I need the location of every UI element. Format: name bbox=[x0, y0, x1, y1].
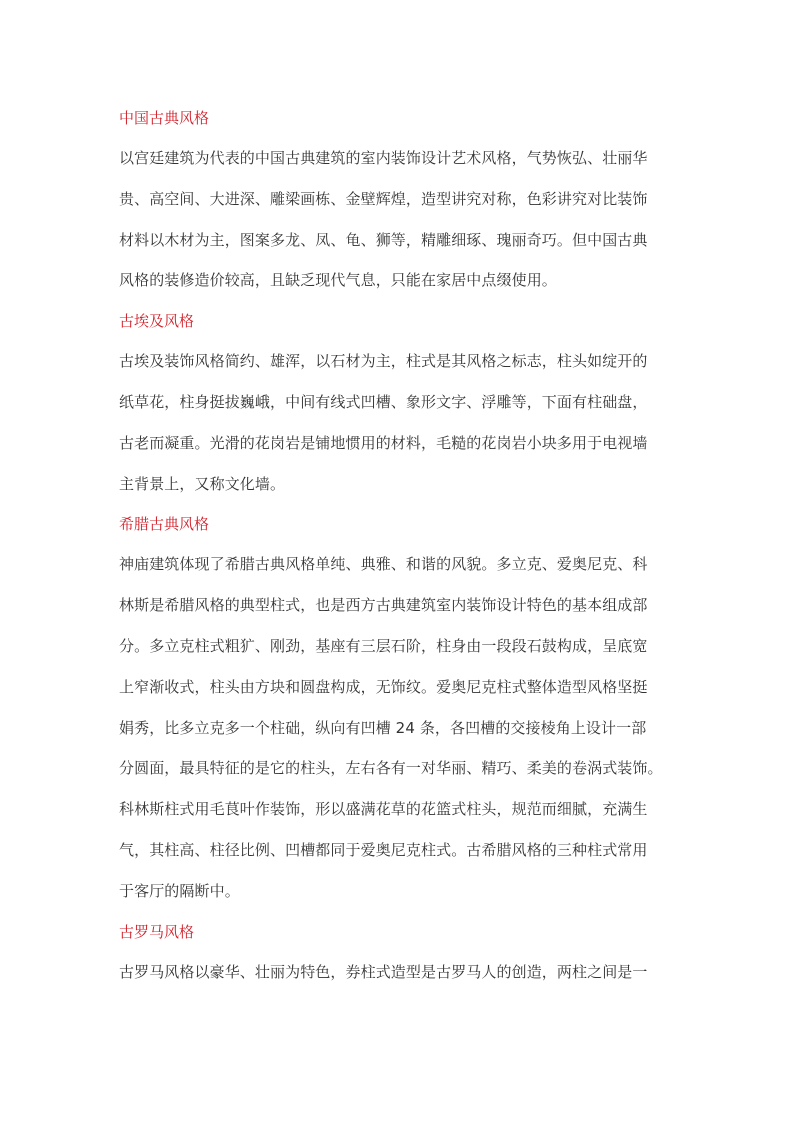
paragraph-line: 材料以木材为主，图案多龙、凤、龟、狮等，精雕细琢、瑰丽奇巧。但中国古典 bbox=[119, 230, 648, 249]
paragraph-line: 于客厅的隔断中。 bbox=[119, 881, 240, 900]
section-paragraph-chinese-classical bbox=[119, 138, 675, 301]
paragraph-line: 神庙建筑体现了希腊古典风格单纯、典雅、和谐的风貌。多立克、爱奥尼克、科 bbox=[119, 555, 648, 574]
paragraph-line: 纸草花，柱身挺拔巍峨，中间有线式凹槽、象形文字、浮雕等，下面有柱础盘， bbox=[119, 392, 648, 411]
paragraph-line: 主背景上，又称文化墙。 bbox=[119, 474, 286, 493]
paragraph-line: 科林斯柱式用毛茛叶作装饰，形以盛满花草的花篮式柱头，规范而细腻，充满生 bbox=[119, 800, 648, 819]
section-paragraph-ancient-egypt bbox=[119, 341, 675, 504]
section-paragraph-greek-classical bbox=[119, 544, 675, 911]
paragraph-line: 贵、高空间、大进深、雕梁画栋、金壁辉煌，造型讲究对称，色彩讲究对比装饰 bbox=[119, 189, 648, 208]
paragraph-line: 气，其柱高、柱径比例、凹槽都同于爱奥尼克柱式。古希腊风格的三种柱式常用 bbox=[119, 840, 648, 859]
paragraph-line: 娟秀，比多立克多一个柱础，纵向有凹槽 24 条，各凹槽的交接棱角上设计一部 bbox=[119, 718, 647, 737]
paragraph-line: 风格的装修造价较高，且缺乏现代气息，只能在家居中点缀使用。 bbox=[119, 271, 557, 290]
document-body bbox=[119, 106, 675, 1000]
paragraph-line: 古罗马风格以豪华、壮丽为特色，券柱式造型是古罗马人的创造，两柱之间是一 bbox=[119, 962, 648, 981]
paragraph-line: 分圆面，最具特征的是它的柱头，左右各有一对华丽、精巧、柔美的卷涡式装饰。 bbox=[119, 759, 663, 778]
paragraph-line: 古埃及装饰风格简约、雄浑，以石材为主，柱式是其风格之标志，柱头如绽开的 bbox=[119, 352, 648, 371]
paragraph-line: 以宫廷建筑为代表的中国古典建筑的室内装饰设计艺术风格，气势恢弘、壮丽华 bbox=[119, 149, 648, 167]
paragraph-line: 林斯是希腊风格的典型柱式，也是西方古典建筑室内装饰设计特色的基本组成部 bbox=[119, 596, 648, 615]
section-title-greek-classical: 希腊古典风格 bbox=[119, 515, 210, 534]
section-paragraph-ancient-rome bbox=[119, 952, 675, 993]
section-title-ancient-egypt: 古埃及风格 bbox=[119, 312, 195, 331]
paragraph-line: 上窄渐收式，柱头由方块和圆盘构成，无饰纹。爱奥尼克柱式整体造型风格坚挺 bbox=[119, 677, 648, 696]
section-title-ancient-rome: 古罗马风格 bbox=[119, 922, 195, 941]
section-title-chinese-classical: 中国古典风格 bbox=[119, 109, 210, 127]
paragraph-line: 古老而凝重。光滑的花岗岩是铺地惯用的材料，毛糙的花岗岩小块多用于电视墙 bbox=[119, 433, 648, 452]
paragraph-line: 分。多立克柱式粗犷、刚劲，基座有三层石阶，柱身由一段段石鼓构成，呈底宽 bbox=[119, 636, 648, 655]
